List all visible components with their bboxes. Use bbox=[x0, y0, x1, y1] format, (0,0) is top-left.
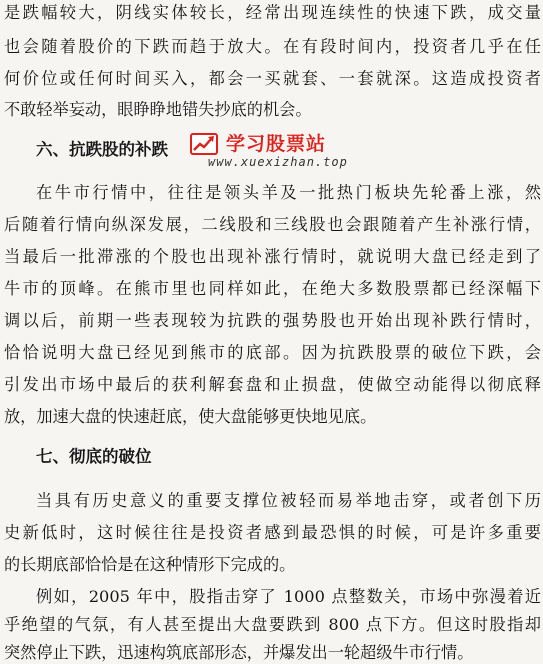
section-heading-7: 七、彻底的破位 bbox=[36, 447, 152, 466]
watermark-title: 学习股票站 bbox=[226, 133, 327, 155]
paragraph2-line-2: 后随着行情向纵深发展，二线股和三线股也会跟随着产生补涨行情， bbox=[4, 215, 541, 234]
paragraph4-line-2: 乎绝望的气氛，有人甚至提出大盘要跌到 800 点下方。但这时股指却 bbox=[4, 615, 541, 634]
paragraph4-line-3: 突然停止下跌，迅速构筑底部形态，并爆发出一轮超级牛市行情。 bbox=[4, 643, 474, 662]
paragraph1-line-1: 是跌幅较大，阴线实体较长，经常出现连续性的快速下跌，成交量 bbox=[4, 3, 541, 22]
stock-chart-logo-icon bbox=[190, 133, 218, 155]
paragraph2-line-5: 调以后，前期一些表现较为抗跌的强势股也开始出现补跌行情时， bbox=[4, 311, 541, 330]
paragraph3-line-2: 史新低时，这时候往往是投资者感到最恐惧的时候，可是许多重要 bbox=[4, 523, 541, 542]
paragraph3-line-1: 当具有历史意义的重要支撑位被轻而易举地击穿，或者创下历 bbox=[36, 491, 541, 510]
paragraph1-line-2: 也会随着股价的下跌而趋于放大。在有段时间内，投资者几乎在任 bbox=[4, 37, 541, 56]
paragraph1-line-3: 何价位或任何时间买入，都会一买就套、一套就深。这造成投资者 bbox=[4, 69, 541, 88]
section-heading-6: 六、抗跌股的补跌 bbox=[36, 140, 168, 159]
watermark-url: www.xuexizhan.top bbox=[208, 155, 348, 169]
paragraph1-line-4: 不敢轻举妄动，眼睁睁地错失抄底的机会。 bbox=[4, 100, 312, 119]
paragraph2-line-4: 牛市的顶峰。在熊市里也同样如此，在绝大多数股票都已经深幅下 bbox=[4, 279, 541, 298]
paragraph2-line-8: 放，加速大盘的快速赶底，使大盘能够更快地见底。 bbox=[4, 407, 377, 426]
paragraph2-line-3: 当最后一批滞涨的个股也出现补涨行情时，就说明大盘已经走到了 bbox=[4, 247, 541, 266]
paragraph4-line-1: 例如，2005 年中，股指击穿了 1000 点整数关，市场中弥漫着近 bbox=[36, 587, 541, 606]
site-watermark bbox=[186, 133, 370, 177]
paragraph3-line-3: 的长期底部恰恰是在这种情形下完成的。 bbox=[4, 555, 296, 574]
paragraph2-line-6: 恰恰说明大盘已经见到熊市的底部。因为抗跌股票的破位下跌，会 bbox=[4, 343, 541, 362]
paragraph2-line-7: 引发出市场中最后的获利解套盘和止损盘，使做空动能得以彻底释 bbox=[4, 375, 541, 394]
paragraph2-line-1: 在牛市行情中，往往是领头羊及一批热门板块先轮番上涨，然 bbox=[36, 183, 541, 202]
